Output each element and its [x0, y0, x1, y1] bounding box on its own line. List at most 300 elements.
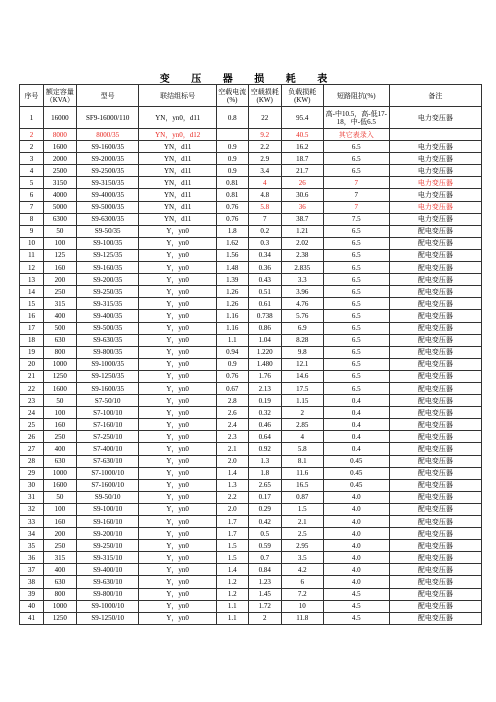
cell-capacity: 50	[43, 395, 76, 407]
cell-connection: Y，yn0	[139, 467, 216, 479]
cell-load-loss: 6.9	[281, 322, 323, 334]
cell-load-loss: 14.6	[281, 370, 323, 382]
cell-capacity: 160	[43, 516, 76, 528]
cell-impedance: 4.5	[323, 588, 389, 600]
cell-capacity: 1000	[43, 600, 76, 612]
cell-no: 2	[20, 141, 44, 153]
cell-no-load-loss: 1.23	[248, 576, 281, 588]
cell-model: S9-160/10	[76, 516, 139, 528]
cell-model: 8000/35	[76, 129, 139, 141]
cell-load-loss: 12.1	[281, 358, 323, 370]
cell-no: 32	[20, 503, 44, 515]
cell-note: 配电变压器	[389, 600, 481, 612]
cell-no: 24	[20, 407, 44, 419]
cell-no: 4	[20, 165, 44, 177]
cell-load-loss: 1.21	[281, 225, 323, 237]
cell-no-load-current: 0.9	[216, 358, 248, 370]
header-load-loss: 负载损耗(KW)	[281, 85, 323, 107]
header-no-load-loss: 空载损耗(KW)	[248, 85, 281, 107]
cell-capacity: 5000	[43, 201, 76, 213]
cell-model: S9-2500/35	[76, 165, 139, 177]
cell-capacity: 100	[43, 237, 76, 249]
cell-no-load-loss: 0.92	[248, 443, 281, 455]
cell-load-loss: 8.28	[281, 334, 323, 346]
cell-load-loss: 1.5	[281, 503, 323, 515]
cell-no: 27	[20, 443, 44, 455]
cell-no-load-current: 1.56	[216, 249, 248, 261]
cell-note: 配电变压器	[389, 455, 481, 467]
table-row	[20, 177, 482, 189]
cell-impedance: 7	[323, 189, 389, 201]
cell-model: S9-160/35	[76, 262, 139, 274]
cell-impedance: 4.0	[323, 503, 389, 515]
table-row	[20, 286, 482, 298]
cell-model: S9-800/10	[76, 588, 139, 600]
cell-capacity: 4000	[43, 189, 76, 201]
cell-impedance: 4.5	[323, 612, 389, 624]
cell-note: 配电变压器	[389, 322, 481, 334]
cell-model: S9-6300/35	[76, 213, 139, 225]
cell-note: 配电变压器	[389, 576, 481, 588]
cell-impedance: 6.5	[323, 382, 389, 394]
cell-no-load-loss: 4	[248, 177, 281, 189]
cell-load-loss: 2.5	[281, 528, 323, 540]
cell-capacity: 100	[43, 407, 76, 419]
table-header-row	[20, 85, 482, 107]
cell-no: 19	[20, 346, 44, 358]
cell-model: S9-315/10	[76, 552, 139, 564]
cell-no-load-loss: 1.220	[248, 346, 281, 358]
cell-model: S7-250/10	[76, 431, 139, 443]
table-row	[20, 479, 482, 491]
cell-connection: YN，d11	[139, 213, 216, 225]
cell-impedance: 6.5	[323, 334, 389, 346]
table-row	[20, 189, 482, 201]
cell-no-load-loss: 0.46	[248, 419, 281, 431]
table-row	[20, 346, 482, 358]
transformer-loss-table	[19, 84, 482, 625]
table-row	[20, 612, 482, 624]
cell-no: 10	[20, 237, 44, 249]
cell-no: 8	[20, 213, 44, 225]
cell-note: 配电变压器	[389, 370, 481, 382]
cell-no: 17	[20, 322, 44, 334]
cell-no-load-current: 0.81	[216, 177, 248, 189]
table-row	[20, 213, 482, 225]
cell-no-load-current: 1.26	[216, 286, 248, 298]
cell-connection: Y，yn0	[139, 237, 216, 249]
cell-load-loss: 11.6	[281, 467, 323, 479]
cell-impedance: 7	[323, 177, 389, 189]
cell-no-load-loss: 1.76	[248, 370, 281, 382]
cell-load-loss: 3.3	[281, 274, 323, 286]
table-row	[20, 358, 482, 370]
cell-capacity: 50	[43, 225, 76, 237]
cell-note: 配电变压器	[389, 552, 481, 564]
cell-no-load-current: 1.16	[216, 322, 248, 334]
cell-impedance: 4.0	[323, 552, 389, 564]
cell-no: 35	[20, 540, 44, 552]
cell-load-loss: 5.8	[281, 443, 323, 455]
cell-note: 配电变压器	[389, 274, 481, 286]
cell-capacity: 100	[43, 503, 76, 515]
cell-no: 23	[20, 395, 44, 407]
cell-model: S9-125/35	[76, 249, 139, 261]
cell-no-load-loss: 5.8	[248, 201, 281, 213]
cell-connection: Y，yn0	[139, 540, 216, 552]
cell-no-load-loss: 1.72	[248, 600, 281, 612]
cell-impedance: 6.5	[323, 298, 389, 310]
cell-model: S9-200/35	[76, 274, 139, 286]
cell-model: S7-1000/10	[76, 467, 139, 479]
cell-capacity: 1600	[43, 141, 76, 153]
cell-no-load-current: 0.8	[216, 107, 248, 129]
cell-load-loss: 6	[281, 576, 323, 588]
cell-connection: YN，yn0，d12	[139, 129, 216, 141]
cell-capacity: 8000	[43, 129, 76, 141]
cell-model: S9-250/10	[76, 540, 139, 552]
cell-note: 电力变压器	[389, 153, 481, 165]
cell-model: S7-400/10	[76, 443, 139, 455]
cell-no: 31	[20, 491, 44, 503]
cell-capacity: 630	[43, 334, 76, 346]
cell-impedance: 6.5	[323, 249, 389, 261]
cell-load-loss: 7.2	[281, 588, 323, 600]
cell-connection: YN，yn0，d11	[139, 107, 216, 129]
cell-no-load-loss: 3.4	[248, 165, 281, 177]
cell-capacity: 1250	[43, 612, 76, 624]
table-row	[20, 225, 482, 237]
cell-load-loss: 3.96	[281, 286, 323, 298]
cell-no-load-current: 1.1	[216, 600, 248, 612]
cell-impedance: 6.5	[323, 310, 389, 322]
cell-capacity: 800	[43, 346, 76, 358]
cell-note: 配电变压器	[389, 540, 481, 552]
table-row	[20, 552, 482, 564]
cell-model: S9-4000/35	[76, 189, 139, 201]
cell-capacity: 400	[43, 443, 76, 455]
table-row	[20, 201, 482, 213]
cell-note: 电力变压器	[389, 213, 481, 225]
table-row	[20, 419, 482, 431]
cell-model: S7-50/10	[76, 395, 139, 407]
table-row	[20, 395, 482, 407]
table-row	[20, 540, 482, 552]
cell-capacity: 250	[43, 431, 76, 443]
cell-note: 配电变压器	[389, 262, 481, 274]
cell-model: S9-1600/35	[76, 141, 139, 153]
cell-load-loss: 9.8	[281, 346, 323, 358]
cell-no-load-current: 2.0	[216, 455, 248, 467]
cell-note: 配电变压器	[389, 564, 481, 576]
cell-impedance: 6.5	[323, 346, 389, 358]
cell-connection: Y，yn0	[139, 334, 216, 346]
cell-model: S9-500/35	[76, 322, 139, 334]
cell-note: 配电变压器	[389, 516, 481, 528]
cell-no-load-loss: 0.17	[248, 491, 281, 503]
cell-no: 14	[20, 286, 44, 298]
cell-load-loss: 2	[281, 407, 323, 419]
cell-no: 22	[20, 382, 44, 394]
cell-connection: YN，d11	[139, 141, 216, 153]
page-title: 变 压 器 损 耗 表	[159, 74, 337, 85]
cell-connection: Y，yn0	[139, 225, 216, 237]
cell-impedance: 0.4	[323, 431, 389, 443]
cell-impedance: 7.5	[323, 213, 389, 225]
table-row	[20, 600, 482, 612]
cell-model: SF9-16000/110	[76, 107, 139, 129]
cell-capacity: 160	[43, 419, 76, 431]
cell-no: 16	[20, 310, 44, 322]
cell-impedance: 6.5	[323, 322, 389, 334]
table-row	[20, 407, 482, 419]
cell-no-load-current: 2.8	[216, 395, 248, 407]
header-capacity: 额定容量（KVA）	[43, 85, 76, 107]
cell-no-load-loss: 1.04	[248, 334, 281, 346]
cell-no-load-current: 1.16	[216, 310, 248, 322]
cell-no-load-loss: 0.84	[248, 564, 281, 576]
cell-no-load-loss: 0.3	[248, 237, 281, 249]
cell-no-load-current: 0.9	[216, 153, 248, 165]
cell-capacity: 2500	[43, 165, 76, 177]
table-row	[20, 370, 482, 382]
cell-no-load-current: 2.6	[216, 407, 248, 419]
cell-no-load-loss: 0.43	[248, 274, 281, 286]
cell-impedance: 4.0	[323, 516, 389, 528]
cell-capacity: 125	[43, 249, 76, 261]
cell-no-load-loss: 0.29	[248, 503, 281, 515]
cell-no: 20	[20, 358, 44, 370]
cell-no-load-loss: 0.5	[248, 528, 281, 540]
cell-no: 26	[20, 431, 44, 443]
cell-no-load-current: 2.2	[216, 491, 248, 503]
cell-no: 29	[20, 467, 44, 479]
cell-no-load-current: 1.26	[216, 298, 248, 310]
cell-connection: Y，yn0	[139, 443, 216, 455]
header-connection: 联结组标号	[139, 85, 216, 107]
cell-no-load-current: 1.1	[216, 612, 248, 624]
cell-load-loss: 17.5	[281, 382, 323, 394]
cell-capacity: 500	[43, 322, 76, 334]
cell-no-load-current: 0.9	[216, 141, 248, 153]
cell-no-load-loss: 0.7	[248, 552, 281, 564]
cell-note: 配电变压器	[389, 395, 481, 407]
table-row	[20, 107, 482, 129]
cell-connection: YN，d11	[139, 201, 216, 213]
cell-capacity: 1000	[43, 358, 76, 370]
cell-model: S9-400/10	[76, 564, 139, 576]
cell-model: S9-400/35	[76, 310, 139, 322]
cell-load-loss: 38.7	[281, 213, 323, 225]
cell-load-loss: 2.85	[281, 419, 323, 431]
cell-capacity: 2000	[43, 153, 76, 165]
cell-no-load-loss: 0.61	[248, 298, 281, 310]
cell-impedance: 6.5	[323, 225, 389, 237]
cell-no-load-loss: 0.34	[248, 249, 281, 261]
cell-capacity: 400	[43, 564, 76, 576]
cell-no-load-current: 1.2	[216, 576, 248, 588]
cell-impedance: 4.0	[323, 564, 389, 576]
cell-note: 电力变压器	[389, 177, 481, 189]
cell-no-load-loss: 0.86	[248, 322, 281, 334]
table-row	[20, 262, 482, 274]
cell-capacity: 200	[43, 274, 76, 286]
cell-no-load-current: 0.76	[216, 201, 248, 213]
cell-no: 15	[20, 298, 44, 310]
cell-no-load-current: 1.5	[216, 540, 248, 552]
cell-impedance: 7	[323, 201, 389, 213]
cell-connection: Y，yn0	[139, 382, 216, 394]
cell-capacity: 3150	[43, 177, 76, 189]
cell-connection: Y，yn0	[139, 479, 216, 491]
cell-no-load-loss: 0.32	[248, 407, 281, 419]
cell-connection: Y，yn0	[139, 516, 216, 528]
cell-capacity: 6300	[43, 213, 76, 225]
cell-note: 配电变压器	[389, 358, 481, 370]
cell-load-loss: 4.76	[281, 298, 323, 310]
cell-note: 电力变压器	[389, 107, 481, 129]
cell-impedance: 6.5	[323, 165, 389, 177]
cell-note: 配电变压器	[389, 443, 481, 455]
cell-no: 37	[20, 564, 44, 576]
cell-capacity: 160	[43, 262, 76, 274]
cell-note: 配电变压器	[389, 225, 481, 237]
cell-capacity: 250	[43, 540, 76, 552]
cell-load-loss: 40.5	[281, 129, 323, 141]
table-row	[20, 310, 482, 322]
cell-capacity: 400	[43, 310, 76, 322]
cell-no-load-loss: 2.13	[248, 382, 281, 394]
cell-model: S9-1600/35	[76, 382, 139, 394]
cell-note: 配电变压器	[389, 588, 481, 600]
cell-capacity: 630	[43, 576, 76, 588]
cell-impedance: 4.0	[323, 540, 389, 552]
table-row	[20, 431, 482, 443]
cell-no: 38	[20, 576, 44, 588]
cell-no: 21	[20, 370, 44, 382]
header-impedance: 短路阻抗(%)	[323, 85, 389, 107]
cell-no-load-current: 1.7	[216, 516, 248, 528]
cell-note: 配电变压器	[389, 237, 481, 249]
cell-impedance: 4.0	[323, 528, 389, 540]
table-row	[20, 249, 482, 261]
cell-note: 电力变压器	[389, 141, 481, 153]
cell-no-load-current: 0.81	[216, 189, 248, 201]
cell-capacity: 16000	[43, 107, 76, 129]
cell-no-load-loss: 2.65	[248, 479, 281, 491]
cell-impedance: 4.0	[323, 491, 389, 503]
cell-no: 6	[20, 189, 44, 201]
cell-connection: Y，yn0	[139, 358, 216, 370]
cell-connection: Y，yn0	[139, 491, 216, 503]
cell-note: 配电变压器	[389, 419, 481, 431]
cell-no: 33	[20, 516, 44, 528]
cell-load-loss: 4	[281, 431, 323, 443]
cell-note: 配电变压器	[389, 612, 481, 624]
cell-impedance: 0.4	[323, 419, 389, 431]
cell-load-loss: 8.1	[281, 455, 323, 467]
cell-impedance: 0.45	[323, 479, 389, 491]
cell-connection: YN，d11	[139, 189, 216, 201]
cell-model: S9-100/35	[76, 237, 139, 249]
cell-connection: Y，yn0	[139, 588, 216, 600]
table-row	[20, 528, 482, 540]
cell-model: S9-1250/35	[76, 370, 139, 382]
cell-load-loss: 5.76	[281, 310, 323, 322]
cell-model: S7-1600/10	[76, 479, 139, 491]
cell-note: 配电变压器	[389, 528, 481, 540]
table-row	[20, 564, 482, 576]
cell-connection: Y，yn0	[139, 262, 216, 274]
cell-no-load-loss: 0.64	[248, 431, 281, 443]
cell-no: 41	[20, 612, 44, 624]
cell-load-loss: 16.5	[281, 479, 323, 491]
cell-impedance: 6.5	[323, 370, 389, 382]
cell-model: S9-630/10	[76, 576, 139, 588]
cell-connection: Y，yn0	[139, 322, 216, 334]
cell-impedance: 0.4	[323, 395, 389, 407]
header-note: 备注	[389, 85, 481, 107]
table-row	[20, 141, 482, 153]
cell-impedance: 6.5	[323, 286, 389, 298]
cell-model: S9-50/35	[76, 225, 139, 237]
cell-no-load-loss: 1.45	[248, 588, 281, 600]
cell-no: 34	[20, 528, 44, 540]
cell-no-load-loss: 0.738	[248, 310, 281, 322]
cell-note: 配电变压器	[389, 467, 481, 479]
cell-capacity: 315	[43, 298, 76, 310]
cell-impedance: 其它表录入	[323, 129, 389, 141]
cell-load-loss: 36	[281, 201, 323, 213]
cell-no-load-loss: 1.3	[248, 455, 281, 467]
cell-impedance: 0.4	[323, 443, 389, 455]
cell-no-load-loss: 0.59	[248, 540, 281, 552]
cell-load-loss: 4.2	[281, 564, 323, 576]
cell-capacity: 1250	[43, 370, 76, 382]
cell-model: S9-100/10	[76, 503, 139, 515]
table-row	[20, 491, 482, 503]
cell-no-load-loss: 22	[248, 107, 281, 129]
cell-no: 36	[20, 552, 44, 564]
cell-connection: Y，yn0	[139, 431, 216, 443]
cell-note: 配电变压器	[389, 431, 481, 443]
cell-connection: Y，yn0	[139, 310, 216, 322]
cell-no-load-current: 2.3	[216, 431, 248, 443]
cell-no: 25	[20, 419, 44, 431]
cell-note: 配电变压器	[389, 382, 481, 394]
cell-model: S7-630/10	[76, 455, 139, 467]
cell-no-load-loss: 0.19	[248, 395, 281, 407]
cell-load-loss: 3.5	[281, 552, 323, 564]
cell-note: 配电变压器	[389, 491, 481, 503]
cell-note: 配电变压器	[389, 310, 481, 322]
cell-no-load-current: 1.4	[216, 564, 248, 576]
cell-note: 配电变压器	[389, 249, 481, 261]
table-row	[20, 503, 482, 515]
cell-connection: Y，yn0	[139, 503, 216, 515]
cell-capacity: 200	[43, 528, 76, 540]
cell-impedance: 6.5	[323, 153, 389, 165]
cell-model: S9-250/35	[76, 286, 139, 298]
cell-connection: Y，yn0	[139, 552, 216, 564]
cell-load-loss: 18.7	[281, 153, 323, 165]
cell-impedance: 4.5	[323, 600, 389, 612]
cell-connection: Y，yn0	[139, 564, 216, 576]
cell-note: 电力变压器	[389, 165, 481, 177]
cell-note: 配电变压器	[389, 346, 481, 358]
cell-load-loss: 26	[281, 177, 323, 189]
cell-note: 配电变压器	[389, 334, 481, 346]
